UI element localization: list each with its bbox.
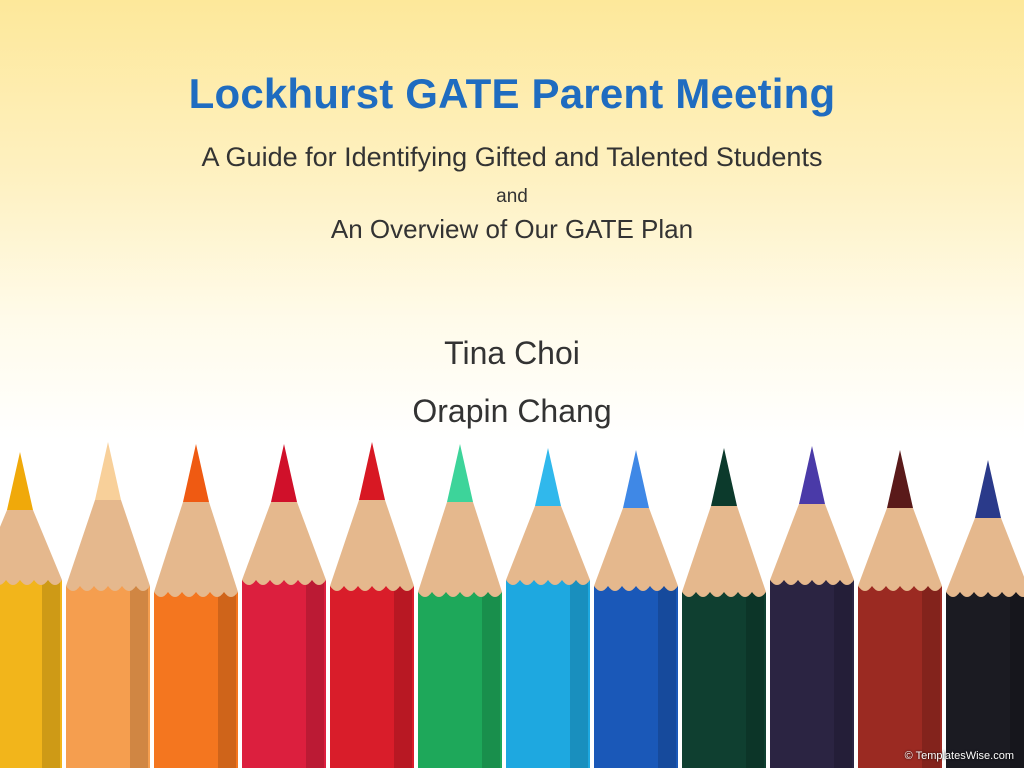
- pencil: [418, 444, 502, 768]
- slide-title: Lockhurst GATE Parent Meeting: [188, 70, 836, 117]
- slide-subtitle: A Guide for Identifying Gifted and Talented Students: [201, 142, 823, 172]
- pencil: [66, 442, 150, 768]
- slide-subtitle-2: An Overview of Our GATE Plan: [330, 214, 694, 244]
- pencil: [242, 444, 326, 768]
- pencil: [330, 442, 414, 768]
- pencil: [946, 460, 1024, 768]
- colored-pencils-image: [0, 430, 1024, 768]
- pencil: [858, 450, 942, 768]
- subtitle-conjunction: and: [496, 186, 528, 207]
- pencil: [770, 446, 854, 768]
- author-name: Tina Choi: [444, 335, 580, 371]
- pencil: [0, 452, 62, 768]
- pencil: [594, 450, 678, 768]
- pencil: [506, 448, 590, 768]
- template-watermark: © TemplatesWise.com: [904, 750, 1014, 762]
- pencil: [154, 444, 238, 768]
- author-name: Orapin Chang: [412, 393, 612, 429]
- pencil: [682, 448, 766, 768]
